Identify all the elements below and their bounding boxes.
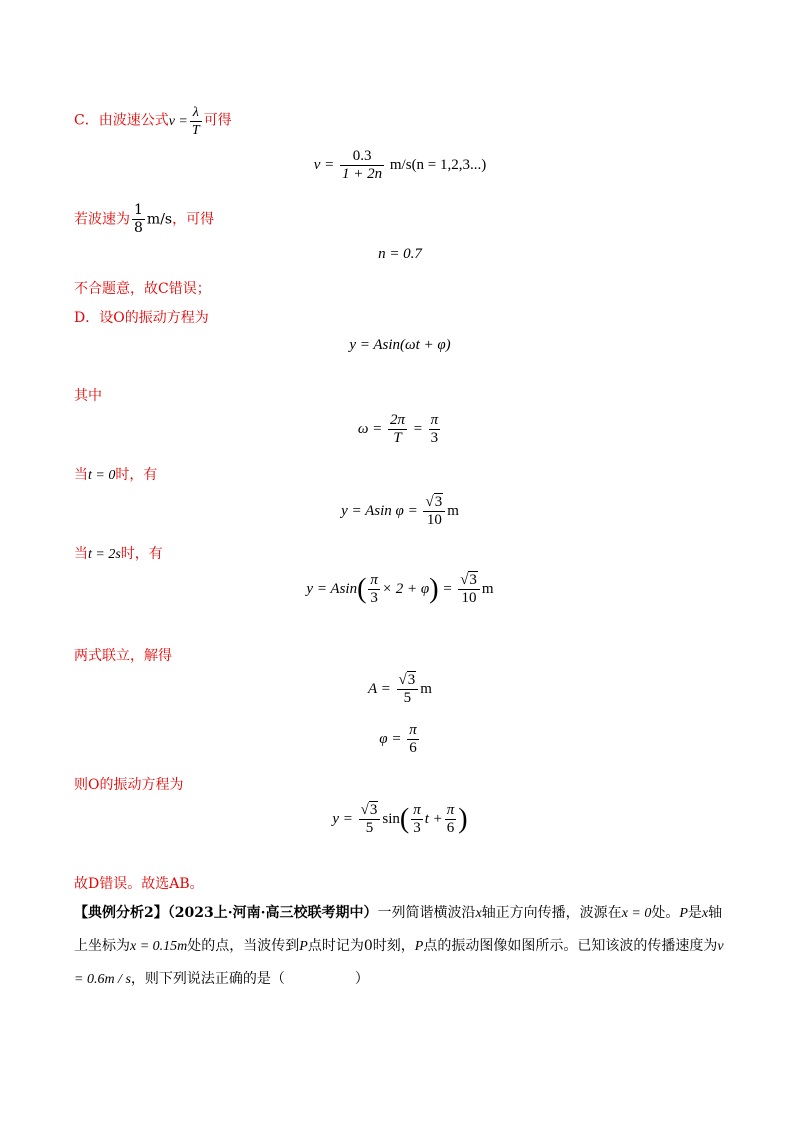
c-intro-line [74, 104, 232, 139]
eq-general: y = Asin(ωt + φ) [349, 337, 451, 353]
when-t0-line: 当t = 0时，有 [74, 467, 158, 483]
eq-phi: φ = $\frac{\pi}{6}$ [379, 722, 417, 756]
eq-v-series: v = $\frac{0.3}{1 + 2n}$ m/s(n = 1,2,3...) [313, 148, 487, 182]
example-source: （2023上·河南·高三校联考期中） [167, 905, 378, 921]
d-conclusion: 故D错误。故选AB。 [74, 876, 204, 892]
wave-speed-formula: v = $\frac{\lambda}{T}$ [168, 105, 200, 138]
c-conclusion: 不合题意，故C错误； [74, 281, 211, 297]
c-intro-suffix: 可得 [203, 112, 232, 129]
eq-t2: y = Asin( $\frac{\pi}{3}$ × 2 + φ) = $\frac{√3}{10}$ m [306, 572, 494, 606]
eq-n: n = 0.7 [378, 246, 422, 262]
eq-omega: ω = $\frac{2\pi}{T}$ = $\frac{\pi}{3}$ [357, 412, 439, 446]
example-paragraph: 【典例分析2】（2023上·河南·高三校联考期中）一列简谐横波沿x轴正方向传播，波源在x = 0处。P是x轴上坐标为x = 0.15m处的点，当波传到P点时记为0时刻，P点的振动图像如图所示。已知该波的传播速度为v = 0.6m / s，则下列说法正确的是（ ） [74, 905, 724, 987]
example-tag: 【典例分析2】 [74, 905, 168, 921]
o-eq-intro: 则O的振动方程为 [74, 777, 184, 793]
c-intro-prefix: C．由波速公式 [74, 112, 169, 129]
when-t2-line: 当t = 2s时，有 [74, 546, 163, 562]
qizhong-label: 其中 [74, 388, 102, 404]
eq-t0: y = Asin φ = $\frac{√3}{10}$ m [341, 494, 459, 528]
combine-line: 两式联立，解得 [74, 648, 172, 664]
if-speed-line: 若波速为 $\frac{1}{8}$ m/s，可得 [74, 202, 215, 236]
eq-final: y = $\frac{√3}{5}$ sin( $\frac{\pi}{3}$ t + $\frac{\pi}{6}$ ) [332, 802, 468, 836]
eq-A: A = $\frac{√3}{5}$ m [368, 672, 432, 706]
d-intro: D．设O的振动方程为 [74, 310, 209, 326]
